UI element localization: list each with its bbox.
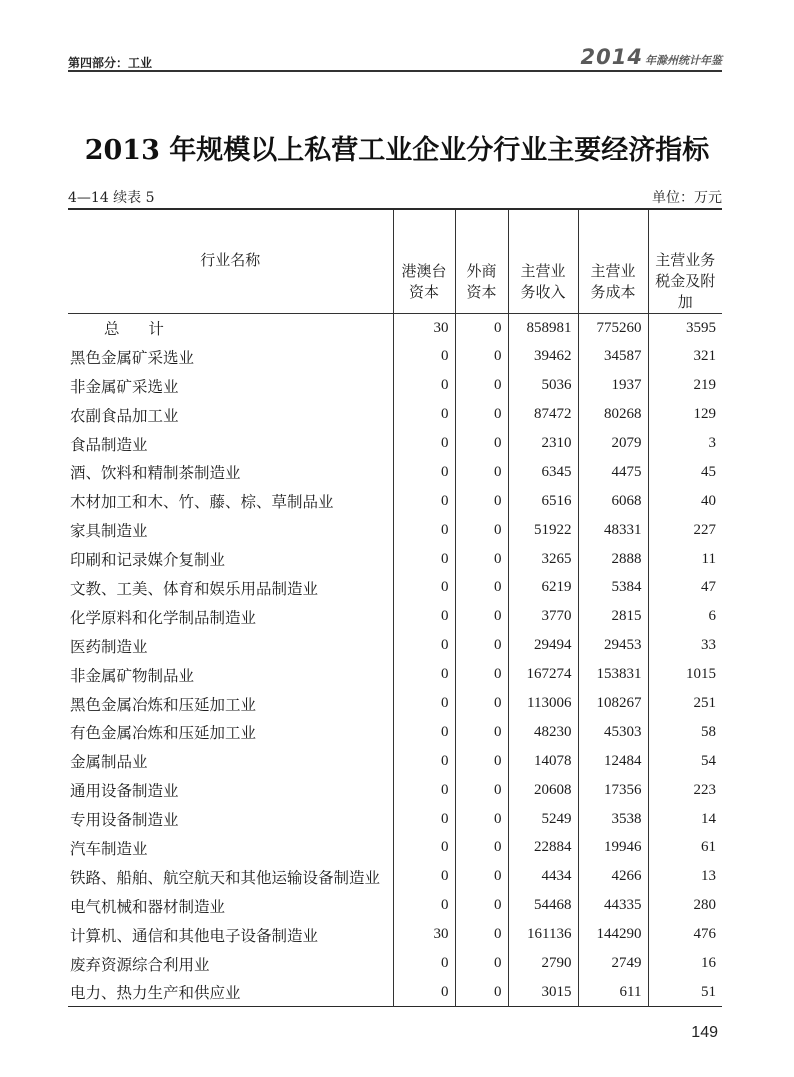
main-cost-cell: 2815 bbox=[578, 602, 648, 631]
main-cost-cell: 2888 bbox=[578, 545, 648, 574]
industry-name-cell: 农副食品加工业 bbox=[70, 406, 179, 425]
main-revenue-cell: 858981 bbox=[508, 314, 578, 343]
main-revenue-cell: 48230 bbox=[508, 718, 578, 747]
main-cost-cell: 34587 bbox=[578, 342, 648, 371]
hk-macao-taiwan-capital-cell: 0 bbox=[393, 602, 455, 631]
table-row bbox=[68, 631, 722, 660]
table-row bbox=[68, 371, 722, 400]
foreign-capital-cell: 0 bbox=[455, 834, 508, 863]
foreign-capital-cell: 0 bbox=[455, 660, 508, 689]
column-header-main-cost: 主营业 务成本 bbox=[578, 209, 648, 314]
main-tax-cell: 3595 bbox=[648, 314, 722, 343]
main-revenue-cell: 3015 bbox=[508, 978, 578, 1007]
main-revenue-cell: 51922 bbox=[508, 516, 578, 545]
main-cost-cell: 17356 bbox=[578, 776, 648, 805]
hk-macao-taiwan-capital-cell: 0 bbox=[393, 718, 455, 747]
foreign-capital-cell: 0 bbox=[455, 429, 508, 458]
main-tax-cell: 223 bbox=[648, 776, 722, 805]
foreign-capital-cell: 0 bbox=[455, 371, 508, 400]
main-tax-cell: 40 bbox=[648, 487, 722, 516]
foreign-capital-cell: 0 bbox=[455, 978, 508, 1007]
table-header-row bbox=[68, 209, 722, 314]
main-tax-cell: 321 bbox=[648, 342, 722, 371]
foreign-capital-cell: 0 bbox=[455, 602, 508, 631]
industry-name-cell: 专用设备制造业 bbox=[70, 811, 179, 830]
hk-macao-taiwan-capital-cell: 0 bbox=[393, 487, 455, 516]
industry-name-cell: 电气机械和器材制造业 bbox=[70, 897, 226, 916]
foreign-capital-cell: 0 bbox=[455, 920, 508, 949]
industry-name-cell: 金属制品业 bbox=[70, 753, 148, 772]
main-cost-cell: 108267 bbox=[578, 689, 648, 718]
main-revenue-cell: 20608 bbox=[508, 776, 578, 805]
hk-macao-taiwan-capital-cell: 0 bbox=[393, 516, 455, 545]
hk-macao-taiwan-capital-cell: 0 bbox=[393, 805, 455, 834]
main-cost-cell: 45303 bbox=[578, 718, 648, 747]
table-row bbox=[68, 920, 722, 949]
hk-macao-taiwan-capital-cell: 0 bbox=[393, 545, 455, 574]
table-row-total bbox=[68, 314, 722, 343]
foreign-capital-cell: 0 bbox=[455, 631, 508, 660]
main-tax-cell: 219 bbox=[648, 371, 722, 400]
main-tax-cell: 280 bbox=[648, 891, 722, 920]
table-row bbox=[68, 516, 722, 545]
foreign-capital-cell: 0 bbox=[455, 776, 508, 805]
industry-name-cell: 非金属矿采选业 bbox=[70, 377, 179, 396]
main-cost-cell: 4475 bbox=[578, 458, 648, 487]
foreign-capital-cell: 0 bbox=[455, 862, 508, 891]
table-row bbox=[68, 776, 722, 805]
hk-macao-taiwan-capital-cell: 30 bbox=[393, 920, 455, 949]
industry-name-cell: 酒、饮料和精制茶制造业 bbox=[70, 464, 241, 483]
column-header-main-revenue: 主营业 务收入 bbox=[508, 209, 578, 314]
main-cost-cell: 29453 bbox=[578, 631, 648, 660]
main-cost-cell: 3538 bbox=[578, 805, 648, 834]
main-tax-cell: 129 bbox=[648, 400, 722, 429]
industry-name-cell: 有色金属冶炼和压延加工业 bbox=[70, 724, 257, 743]
hk-macao-taiwan-capital-cell: 0 bbox=[393, 400, 455, 429]
main-tax-cell: 58 bbox=[648, 718, 722, 747]
main-revenue-cell: 4434 bbox=[508, 862, 578, 891]
industry-name-cell: 计算机、通信和其他电子设备制造业 bbox=[70, 926, 319, 945]
hk-macao-taiwan-capital-cell: 0 bbox=[393, 834, 455, 863]
industry-name-cell: 废弃资源综合利用业 bbox=[70, 955, 210, 974]
table-row bbox=[68, 862, 722, 891]
column-header-main-tax: 主营业务 税金及附 加 bbox=[648, 209, 722, 314]
page-title: 2013 年规模以上私营工业企业分行业主要经济指标 bbox=[84, 135, 710, 166]
foreign-capital-cell: 0 bbox=[455, 949, 508, 978]
main-revenue-cell: 3265 bbox=[508, 545, 578, 574]
main-cost-cell: 12484 bbox=[578, 747, 648, 776]
main-revenue-cell: 39462 bbox=[508, 342, 578, 371]
main-tax-cell: 227 bbox=[648, 516, 722, 545]
industry-name-cell: 医药制造业 bbox=[70, 637, 148, 656]
yearbook-year: 2014 bbox=[580, 45, 643, 69]
hk-macao-taiwan-capital-cell: 0 bbox=[393, 631, 455, 660]
industry-name-cell: 电力、热力生产和供应业 bbox=[70, 984, 241, 1003]
main-tax-cell: 33 bbox=[648, 631, 722, 660]
main-revenue-cell: 54468 bbox=[508, 891, 578, 920]
table-row bbox=[68, 718, 722, 747]
main-tax-cell: 13 bbox=[648, 862, 722, 891]
industry-name-cell: 汽车制造业 bbox=[70, 839, 148, 858]
main-revenue-cell: 167274 bbox=[508, 660, 578, 689]
column-header-foreign-capital: 外商 资本 bbox=[455, 209, 508, 314]
industry-name-cell: 黑色金属矿采选业 bbox=[70, 348, 195, 367]
page-number: 149 bbox=[691, 1024, 718, 1041]
hk-macao-taiwan-capital-cell: 0 bbox=[393, 891, 455, 920]
main-tax-cell: 45 bbox=[648, 458, 722, 487]
foreign-capital-cell: 0 bbox=[455, 342, 508, 371]
hk-macao-taiwan-capital-cell: 0 bbox=[393, 574, 455, 603]
main-tax-cell: 54 bbox=[648, 747, 722, 776]
table-row bbox=[68, 689, 722, 718]
main-revenue-cell: 22884 bbox=[508, 834, 578, 863]
section-header: 第四部分：工业 bbox=[68, 56, 153, 70]
main-tax-cell: 51 bbox=[648, 978, 722, 1007]
main-revenue-cell: 6516 bbox=[508, 487, 578, 516]
hk-macao-taiwan-capital-cell: 0 bbox=[393, 862, 455, 891]
industry-name-cell: 文教、工美、体育和娱乐用品制造业 bbox=[70, 579, 319, 598]
foreign-capital-cell: 0 bbox=[455, 487, 508, 516]
main-cost-cell: 153831 bbox=[578, 660, 648, 689]
foreign-capital-cell: 0 bbox=[455, 458, 508, 487]
foreign-capital-cell: 0 bbox=[455, 400, 508, 429]
main-revenue-cell: 5036 bbox=[508, 371, 578, 400]
main-cost-cell: 44335 bbox=[578, 891, 648, 920]
main-tax-cell: 1015 bbox=[648, 660, 722, 689]
main-cost-cell: 4266 bbox=[578, 862, 648, 891]
table-row bbox=[68, 342, 722, 371]
industry-name-cell: 印刷和记录媒介复制业 bbox=[70, 551, 226, 570]
main-tax-cell: 47 bbox=[648, 574, 722, 603]
hk-macao-taiwan-capital-cell: 0 bbox=[393, 660, 455, 689]
column-header-hk-macao-taiwan-capital: 港澳台 资本 bbox=[393, 209, 455, 314]
industry-name-cell: 铁路、船舶、航空航天和其他运输设备制造业 bbox=[70, 868, 381, 887]
table-row bbox=[68, 660, 722, 689]
table-row bbox=[68, 978, 722, 1007]
table-row bbox=[68, 747, 722, 776]
industry-name-cell: 黑色金属冶炼和压延加工业 bbox=[70, 695, 257, 714]
main-revenue-cell: 6219 bbox=[508, 574, 578, 603]
main-revenue-cell: 6345 bbox=[508, 458, 578, 487]
foreign-capital-cell: 0 bbox=[455, 314, 508, 343]
industry-name-cell: 非金属矿物制品业 bbox=[70, 666, 195, 685]
main-revenue-cell: 5249 bbox=[508, 805, 578, 834]
table-row bbox=[68, 891, 722, 920]
foreign-capital-cell: 0 bbox=[455, 689, 508, 718]
industry-name-cell: 家具制造业 bbox=[70, 522, 148, 541]
main-revenue-cell: 2310 bbox=[508, 429, 578, 458]
yearbook-name: 年滁州统计年鉴 bbox=[645, 54, 722, 67]
foreign-capital-cell: 0 bbox=[455, 805, 508, 834]
main-revenue-cell: 87472 bbox=[508, 400, 578, 429]
main-tax-cell: 251 bbox=[648, 689, 722, 718]
hk-macao-taiwan-capital-cell: 0 bbox=[393, 371, 455, 400]
table-row bbox=[68, 429, 722, 458]
main-cost-cell: 5384 bbox=[578, 574, 648, 603]
foreign-capital-cell: 0 bbox=[455, 891, 508, 920]
yearbook-title bbox=[581, 45, 722, 69]
main-cost-cell: 80268 bbox=[578, 400, 648, 429]
hk-macao-taiwan-capital-cell: 0 bbox=[393, 342, 455, 371]
table-number: 4—14 续表 5 bbox=[68, 190, 155, 206]
main-revenue-cell: 3770 bbox=[508, 602, 578, 631]
foreign-capital-cell: 0 bbox=[455, 574, 508, 603]
main-cost-cell: 611 bbox=[578, 978, 648, 1007]
main-tax-cell: 61 bbox=[648, 834, 722, 863]
main-cost-cell: 144290 bbox=[578, 920, 648, 949]
hk-macao-taiwan-capital-cell: 0 bbox=[393, 747, 455, 776]
hk-macao-taiwan-capital-cell: 0 bbox=[393, 949, 455, 978]
main-cost-cell: 19946 bbox=[578, 834, 648, 863]
foreign-capital-cell: 0 bbox=[455, 516, 508, 545]
indicator-table bbox=[68, 208, 722, 1007]
industry-name-cell: 木材加工和木、竹、藤、棕、草制品业 bbox=[70, 493, 334, 512]
table-row bbox=[68, 400, 722, 429]
header-divider bbox=[68, 70, 722, 72]
hk-macao-taiwan-capital-cell: 0 bbox=[393, 978, 455, 1007]
table-row bbox=[68, 458, 722, 487]
main-revenue-cell: 14078 bbox=[508, 747, 578, 776]
column-header-industry: 行业名称 bbox=[68, 209, 393, 314]
main-cost-cell: 6068 bbox=[578, 487, 648, 516]
foreign-capital-cell: 0 bbox=[455, 545, 508, 574]
main-tax-cell: 3 bbox=[648, 429, 722, 458]
hk-macao-taiwan-capital-cell: 0 bbox=[393, 458, 455, 487]
industry-name-cell: 通用设备制造业 bbox=[70, 782, 179, 801]
hk-macao-taiwan-capital-cell: 0 bbox=[393, 689, 455, 718]
main-cost-cell: 48331 bbox=[578, 516, 648, 545]
main-tax-cell: 14 bbox=[648, 805, 722, 834]
unit-label: 单位：万元 bbox=[652, 190, 722, 206]
table-row bbox=[68, 574, 722, 603]
main-revenue-cell: 2790 bbox=[508, 949, 578, 978]
industry-name-cell: 化学原料和化学制品制造业 bbox=[70, 608, 257, 627]
foreign-capital-cell: 0 bbox=[455, 718, 508, 747]
main-cost-cell: 1937 bbox=[578, 371, 648, 400]
main-cost-cell: 775260 bbox=[578, 314, 648, 343]
table-row bbox=[68, 545, 722, 574]
hk-macao-taiwan-capital-cell: 30 bbox=[393, 314, 455, 343]
industry-name-cell: 食品制造业 bbox=[70, 435, 148, 454]
main-tax-cell: 476 bbox=[648, 920, 722, 949]
table-row bbox=[68, 834, 722, 863]
table-row bbox=[68, 949, 722, 978]
main-tax-cell: 11 bbox=[648, 545, 722, 574]
table-row bbox=[68, 487, 722, 516]
foreign-capital-cell: 0 bbox=[455, 747, 508, 776]
table-row bbox=[68, 805, 722, 834]
main-revenue-cell: 161136 bbox=[508, 920, 578, 949]
table-row bbox=[68, 602, 722, 631]
main-revenue-cell: 29494 bbox=[508, 631, 578, 660]
hk-macao-taiwan-capital-cell: 0 bbox=[393, 776, 455, 805]
main-revenue-cell: 113006 bbox=[508, 689, 578, 718]
industry-name-cell: 总 计 bbox=[104, 320, 164, 339]
main-tax-cell: 16 bbox=[648, 949, 722, 978]
main-cost-cell: 2079 bbox=[578, 429, 648, 458]
table-body bbox=[68, 314, 722, 1007]
hk-macao-taiwan-capital-cell: 0 bbox=[393, 429, 455, 458]
main-tax-cell: 6 bbox=[648, 602, 722, 631]
main-cost-cell: 2749 bbox=[578, 949, 648, 978]
